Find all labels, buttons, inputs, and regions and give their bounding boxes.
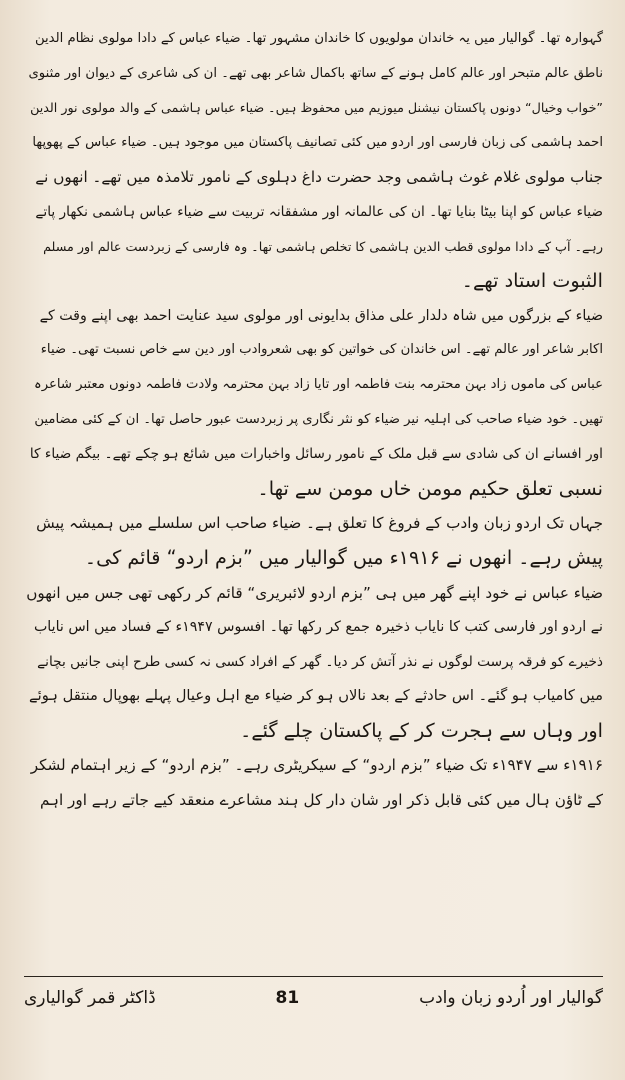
text-line: ضیاء کے بزرگوں میں شاہ دلدار علی مذاق بدایونی اور مولوی سید عنایت احمد بھی اپنے وقت کے: [39, 307, 603, 324]
page-body: [26, 22, 603, 818]
text-line: کے ٹاؤن ہال میں کئی قابل ذکر اور شان دار کل ہند مشاعرے منعقد کیے جاتے رہے اور اہم: [39, 791, 603, 810]
text-line: احمد ہاشمی کی زبان فارسی اور اردو میں کئی تصانیف پاکستان میں موجود ہیں۔ ضیاء عباس کے پھوپھا: [32, 134, 603, 150]
text-line: اور وہاں سے ہجرت کر کے پاکستان چلے گئے۔: [240, 718, 603, 742]
paragraph-3: [26, 506, 603, 575]
paragraph-5: [26, 748, 603, 817]
text-line: ۱۹۱۶ء سے ۱۹۴۷ء تک ضیاء ”بزم اردو“ کے سیکریٹری رہے۔ ”بزم اردو“ کے زیر اہتمام لشکر: [30, 756, 603, 775]
text-line: میں کامیاب ہو گئے۔ اس حادثے کے بعد نالاں ہو کر ضیاء مع اہل وعیال پہلے بھوپال منتقل ہوئے: [29, 687, 603, 705]
text-line: تھیں۔ خود ضیاء صاحب کی اہلیہ نیر ضیاء کو نثر نگاری پر زبردست عبور حاصل تھا۔ ان کے کئی مضامین: [34, 411, 603, 427]
text-line: جناب مولوی غلام غوث ہاشمی وجد حضرت داغ دہلوی کے نامور تلامذہ میں تھے۔ انھوں نے: [35, 168, 603, 187]
page-number: 81: [275, 988, 300, 1008]
text-line: ضیاء عباس کو اپنا بیٹا بنایا تھا۔ ان کی عالمانہ اور مشفقانہ تربیت سے ضیاء عباس ہاشمی نکھار پاتے: [35, 203, 603, 220]
paragraph-1: [26, 22, 603, 299]
footer-divider: [24, 976, 603, 977]
text-line: ذخیرے کو فرقہ پرست لوگوں نے نذر آتش کر دیا۔ گھر کے افراد کسی نہ کسی طرح اپنی جانیں بچانے: [37, 653, 603, 670]
paragraph-2: [26, 299, 603, 507]
text-line: ”خواب وخیال“ دونوں پاکستان نیشنل میوزیم میں محفوظ ہیں۔ ضیاء عباس ہاشمی کے والد مولوی نور الدین: [30, 100, 603, 116]
paragraph-4: [26, 576, 603, 749]
text-line: ضیاء عباس نے خود اپنے گھر میں ہی ”بزم اردو لائبریری“ قائم کر رکھی تھی جس میں انھوں: [26, 583, 603, 602]
text-line: پیش رہے۔ انھوں نے ۱۹۱۶ء میں گوالیار میں ”بزم اردو“ قائم کی۔: [84, 545, 603, 569]
text-line: الثبوت استاد تھے۔: [461, 269, 603, 293]
footer-book-title: گوالیار اور اُردو زبان وادب: [419, 988, 603, 1008]
text-line: نے اردو اور فارسی کتب کا نایاب ذخیرہ جمع کر رکھا تھا۔ افسوس ۱۹۴۷ء کے فساد میں اس نایاب: [33, 619, 603, 636]
page-footer: [24, 982, 603, 1014]
text-line: اور افسانے ان کی شادی سے قبل ملک کے نامور رسائل واخبارات میں شائع ہو چکے تھے۔ بیگم ضیاء کا: [29, 446, 603, 463]
text-line: عباس کی ماموں زاد بہن محترمہ بنت فاطمہ اور تایا زاد بہن محترمہ ولادت فاطمہ دونوں معتبر شاعرہ: [34, 376, 603, 392]
text-line: جہاں تک اردو زبان وادب کے فروغ کا تعلق ہے۔ ضیاء صاحب اس سلسلے میں ہمیشہ پیش: [36, 514, 603, 533]
text-line: ناطق عالم متبحر اور عالم کامل ہونے کے ساتھ باکمال شاعر بھی تھے۔ ان کی شاعری کے دیوان اور مثنوی: [28, 65, 603, 81]
text-line: رہے۔ آپ کے دادا مولوی قطب الدین ہاشمی کا تخلص ہاشمی تھا۔ وہ فارسی کے زبردست عالم اور مسلم: [43, 238, 603, 254]
text-line: اکابر شاعر اور عالم تھے۔ اس خاندان کی خواتین کو بھی شعروادب اور دین سے خاص نسبت تھی۔ ضیاء: [40, 342, 603, 358]
text-line: نسبی تعلق حکیم مومن خاں مومن سے تھا۔: [257, 476, 603, 500]
footer-author: ڈاکٹر قمر گوالیاری: [24, 988, 156, 1008]
text-line: گہوارہ تھا۔ گوالیار میں یہ خاندان مولویوں کا خاندان مشہور تھا۔ ضیاء عباس کے دادا مولوی نظام الدین: [34, 31, 603, 46]
